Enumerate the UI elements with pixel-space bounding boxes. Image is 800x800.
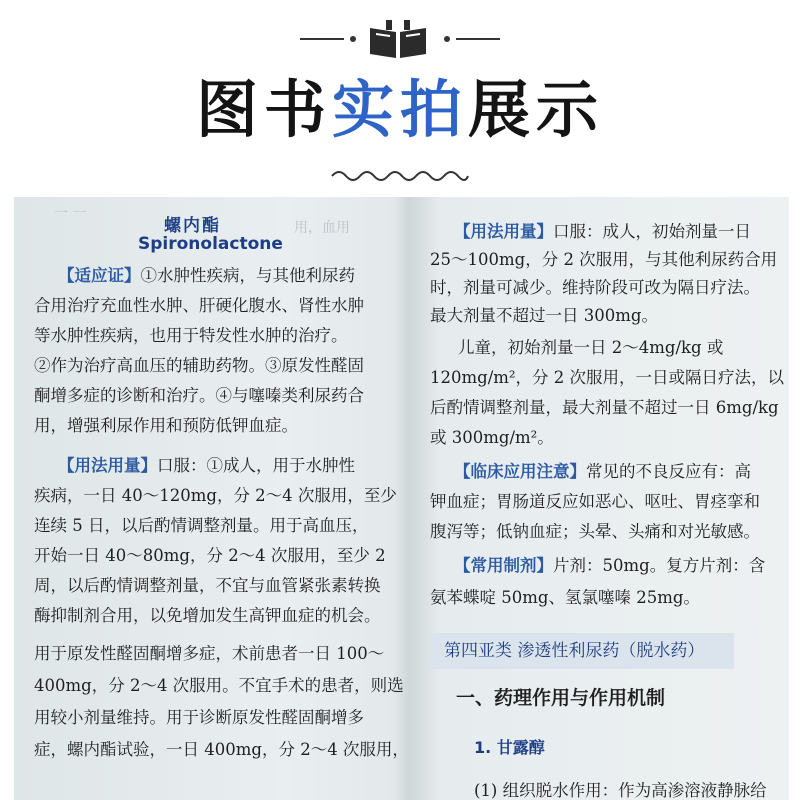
dosage-line: 用较小剂量维持。用于诊断原发性醛固酮增多 [34,708,364,727]
dosage-tag: 【用法用量】 [58,456,157,475]
book-page-photo [14,197,789,800]
subcategory-heading: 第四亚类 渗透性利尿药（脱水药） [430,633,734,669]
dosage-line: 周，以后酌情调整剂量，不宜与血管紧张素转换 [34,576,381,595]
banner-title [0,70,800,150]
indication-line: 用，增强利尿作用和预防低钾血症。 [34,416,298,435]
section-heading: 一、药理作用与作用机制 [456,687,666,709]
banner-title-highlight: 实拍 [331,73,468,146]
clinical-line: 钾血症；胃肠道反应如恶心、呕吐、胃痉挛和 [430,492,760,511]
dosage-line: 【用法用量】口服：①成人，用于水肿性 [58,456,355,475]
cut-off-line: (1) 组织脱水作用：作为高渗溶液静脉给 [474,781,767,800]
dosage-line: 连续 5 日，以后酌情调整剂量。用于高血压， [34,516,369,535]
dosage-line: 120mg/m²，分 2 次服用，一日或隔日疗法，以 [430,368,785,387]
preparation-line: 氨苯蝶啶 50mg、氢氯噻嗪 25mg。 [430,588,700,607]
dosage-line: 400mg，分 2～4 次服用。不宜手术的患者，则选 [34,676,404,695]
right-decor-line [456,38,500,40]
bleed-text: 一 一 [54,206,87,222]
dosage-line: 儿童，初始剂量一日 2～4mg/kg 或 [458,338,724,357]
dosage-line: 疾病，一日 40～120mg，分 2～4 次服用，至少 [34,486,397,505]
indication-line: 【适应证】①水肿性疾病，与其他利尿药 [58,266,355,285]
drug-name-cn: 螺内酯 [164,216,221,236]
dosage-line: 用于原发性醛固酮增多症，术前患者一日 100～ [34,644,385,663]
preparation-line: 【常用制剂】片剂：50mg。复方片剂：含 [454,556,766,575]
banner-title-part2: 展示 [468,73,605,146]
clinical-line: 【临床应用注意】常见的不良反应有：高 [454,462,751,481]
dosage-line: 症，螺内酯试验，一日 400mg，分 2～4 次服用， [34,740,409,759]
dosage-line: 后酌情调整剂量，最大剂量不超过一日 6mg/kg [430,398,779,417]
dosage-line: 开始一日 40～80mg，分 2～4 次服用，至少 2 [34,546,386,565]
dosage-line: 或 300mg/m²。 [430,428,554,447]
preparation-tag: 【常用制剂】 [454,556,553,575]
indication-line: 酮增多症的诊断和治疗。④与噻嗪类利尿药合 [34,386,364,405]
clinical-tag: 【临床应用注意】 [454,462,586,481]
bleed-text: 用，血用 [294,220,350,236]
item-heading: 1. 甘露醇 [474,738,545,757]
dosage-line: 最大剂量不超过一日 300mg。 [430,306,658,325]
wave-divider [330,168,470,184]
indication-line: 等水肿性疾病，也用于特发性水肿的治疗。 [34,326,348,345]
dosage-line: 酶抑制剂合用，以免增加发生高钾血症的机会。 [34,606,381,625]
book-icon [366,20,430,60]
left-decor-line [300,38,344,40]
banner-title-part1: 图书 [195,73,332,146]
clinical-line: 腹泻等；低钠血症；头晕、头痛和对光敏感。 [430,522,760,541]
banner [0,0,800,200]
drug-name-en: Spironolactone [138,234,283,254]
dosage-line: 25～100mg，分 2 次服用，与其他利尿药合用 [430,250,778,269]
indication-line: 合用治疗充血性水肿、肝硬化腹水、肾性水肿 [34,296,364,315]
dosage-tag: 【用法用量】 [454,222,553,241]
left-decor-dot [350,36,356,42]
indication-line: ②作为治疗高血压的辅助药物。③原发性醛固 [34,356,364,375]
right-decor-dot [444,36,450,42]
indication-tag: 【适应证】 [58,266,141,285]
dosage-line: 时，剂量可减少。维持阶段可改为隔日疗法。 [430,278,760,297]
dosage-line: 【用法用量】口服：成人，初始剂量一日 [454,222,751,241]
